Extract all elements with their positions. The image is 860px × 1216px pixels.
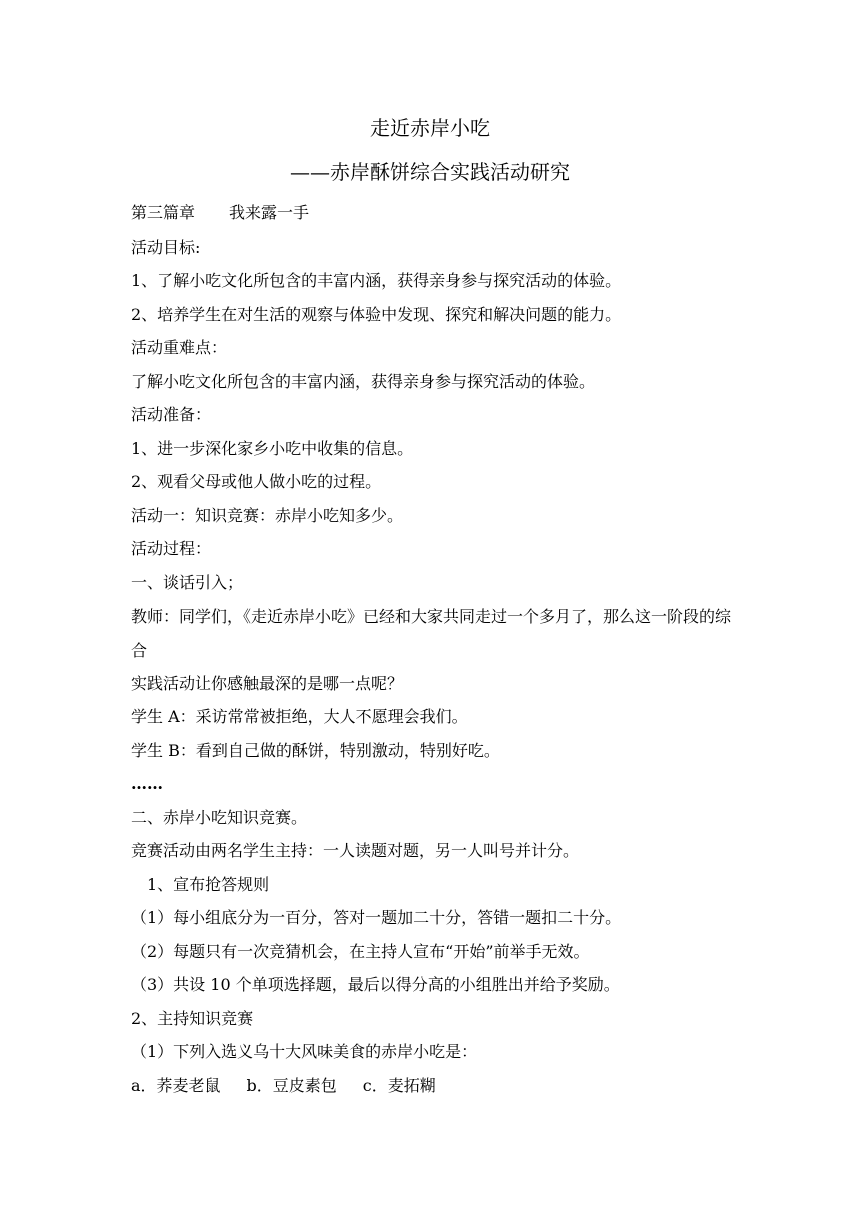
rule-item-3: （3）共设 10 个单项选择题，最后以得分高的小组胜出并给予奖励。 bbox=[131, 975, 620, 994]
document-title: 走近赤岸小吃 bbox=[370, 116, 490, 140]
student-b-line: 学生 B：看到自己做的酥饼，特别激动，特别好吃。 bbox=[131, 741, 500, 760]
rule-item-1: （1）每小组底分为一百分，答对一题加二十分，答错一题扣二十分。 bbox=[131, 908, 622, 927]
chapter-label: 第三篇章 bbox=[131, 203, 196, 222]
chapter-heading bbox=[131, 202, 309, 224]
option-b: b．豆皮素包 bbox=[246, 1076, 337, 1095]
host-line: 竞赛活动由两名学生主持：一人读题对题，另一人叫号并计分。 bbox=[131, 841, 580, 860]
prep-item-2: 2、观看父母或他人做小吃的过程。 bbox=[131, 472, 382, 491]
question-1: （1）下列入选义乌十大风味美食的赤岸小吃是： bbox=[131, 1042, 478, 1061]
rules-heading: 1、宣布抢答规则 bbox=[147, 875, 270, 894]
step-2-heading: 二、赤岸小吃知识竞赛。 bbox=[131, 808, 308, 827]
step-1-heading: 一、谈话引入； bbox=[131, 573, 244, 592]
teacher-line-continued: 实践活动让你感触最深的是哪一点呢？ bbox=[131, 674, 404, 693]
question-1-options bbox=[131, 1075, 436, 1097]
option-c: c．麦拓糊 bbox=[362, 1076, 436, 1095]
goal-item-1: 1、了解小吃文化所包含的丰富内涵，获得亲身参与探究活动的体验。 bbox=[131, 271, 622, 290]
option-a: a．荞麦老鼠 bbox=[131, 1076, 221, 1095]
activity-1-heading: 活动一：知识竞赛：赤岸小吃知多少。 bbox=[131, 506, 404, 525]
prep-heading: 活动准备： bbox=[131, 405, 212, 424]
key-text: 了解小吃文化所包含的丰富内涵，获得亲身参与探究活动的体验。 bbox=[131, 372, 596, 391]
key-heading: 活动重难点： bbox=[131, 338, 228, 357]
goal-heading: 活动目标: bbox=[131, 238, 201, 257]
prep-item-1: 1、进一步深化家乡小吃中收集的信息。 bbox=[131, 439, 414, 458]
rule-item-2: （2）每题只有一次竞猜机会，在主持人宣布“开始”前举手无效。 bbox=[131, 942, 590, 961]
teacher-line: 教师：同学们，《走近赤岸小吃》已经和大家共同走过一个多月了，那么这一阶段的综合 bbox=[131, 607, 732, 660]
process-heading: 活动过程： bbox=[131, 539, 212, 558]
goal-item-2: 2、培养学生在对生活的观察与体验中发现、探究和解决问题的能力。 bbox=[131, 305, 622, 324]
host-heading: 2、主持知识竞赛 bbox=[131, 1009, 254, 1028]
student-a-line: 学生 A：采访常常被拒绝，大人不愿理会我们。 bbox=[131, 707, 468, 726]
document-subtitle: ——赤岸酥饼综合实践活动研究 bbox=[290, 160, 570, 184]
ellipsis: …… bbox=[131, 774, 163, 793]
chapter-name: 我来露一手 bbox=[229, 203, 310, 222]
